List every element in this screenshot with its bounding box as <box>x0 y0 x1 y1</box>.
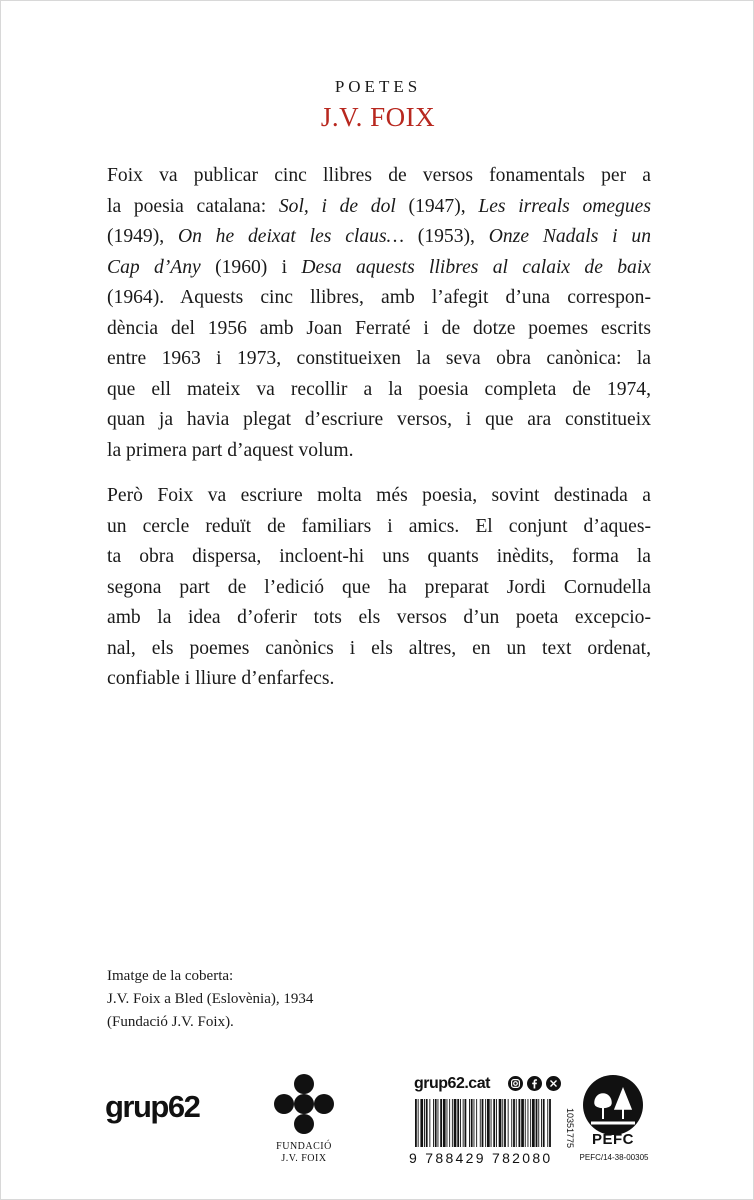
barcode-bar <box>463 1099 464 1147</box>
barcode-bar <box>424 1099 425 1147</box>
blurb-line: dència del 1956 amb Joan Ferraté i de dotze poemes escrits <box>107 317 651 339</box>
barcode-bar <box>454 1099 457 1147</box>
blurb-line: quan ja havia plegat d’escriure versos, i que ara constitueix <box>107 409 651 430</box>
barcode-bar <box>433 1099 434 1147</box>
barcode-bar <box>499 1099 502 1147</box>
facebook-icon[interactable] <box>527 1076 542 1091</box>
book-title: Sol, i de dol <box>278 195 396 217</box>
blurb-line: Però Foix va escriure molta més poesia, sovint destinada a <box>107 485 651 506</box>
barcode-bar <box>541 1099 542 1147</box>
blurb-line: ta obra dispersa, incloent-hi uns quants inèdits, forma la <box>107 546 651 567</box>
barcode-bar <box>504 1099 506 1147</box>
barcode-bar <box>502 1099 503 1147</box>
blurb-line: la primera part d’aquest volum. <box>107 439 354 461</box>
blurb-line: (1964). Aquests cinc llibres, amb l’afegit d’una correspon- <box>107 287 651 308</box>
barcode-bar <box>547 1099 548 1147</box>
barcode-bar <box>528 1099 529 1147</box>
blurb-line: Foix va publicar cinc llibres de versos fonamentals per a <box>107 165 651 186</box>
credit-line: J.V. Foix a Bled (Eslovènia), 1934 <box>107 991 314 1007</box>
blurb-line: entre 1963 i 1973, constitueixen la seva obra canònica: la <box>107 348 651 369</box>
blurb-line: Cap d’Any (1960) i Desa aquests llibres al calaix de baix <box>107 256 651 278</box>
x-social-icon[interactable] <box>546 1076 561 1091</box>
credit-line: (Fundació J.V. Foix). <box>107 1014 234 1030</box>
barcode-bar <box>420 1099 423 1147</box>
barcode-bar <box>496 1099 497 1147</box>
instagram-icon[interactable] <box>508 1076 523 1091</box>
barcode-bar <box>469 1099 470 1147</box>
barcode-bar <box>460 1099 461 1147</box>
blurb-line: que ell mateix va recollir a la poesia completa de 1974, <box>107 378 651 400</box>
barcode-bar <box>418 1099 419 1147</box>
barcode-bar <box>532 1099 535 1147</box>
book-title: Les irreals omegues <box>478 195 651 217</box>
blurb-line: un cercle reduït de familiars i amics. El conjunt d’aques- <box>107 515 651 537</box>
barcode-bar <box>452 1099 453 1147</box>
barcode-bar <box>511 1099 512 1147</box>
pefc-label: PEFC <box>591 1131 634 1148</box>
barcode-bar <box>465 1099 467 1147</box>
barcode-bar <box>516 1099 517 1147</box>
barcode-bar <box>525 1099 526 1147</box>
book-title: Cap d’Any <box>107 256 201 278</box>
website-link[interactable]: grup62.cat <box>414 1075 490 1092</box>
barcode-bar <box>435 1099 437 1147</box>
foundation-label: FUNDACIÓ J.V. FOIX <box>276 1141 332 1164</box>
barcode-side-code: 10351775 <box>565 1107 576 1149</box>
barcode-bar <box>480 1099 481 1147</box>
blurb-line: (1949), On he deixat les claus… (1953), Onze Nadals i un <box>107 226 651 247</box>
barcode-bar <box>487 1099 490 1147</box>
credit-label: Imatge de la coberta: <box>107 968 234 984</box>
blurb-paragraph-1 <box>107 161 651 466</box>
barcode-bar <box>447 1099 448 1147</box>
barcode-bar <box>521 1099 524 1147</box>
barcode-bar <box>426 1099 428 1147</box>
barcode-bar <box>482 1099 484 1147</box>
blurb-line: amb la idea d’oferir tots els versos d’un poeta excepcio- <box>107 607 651 628</box>
barcode-bar <box>493 1099 495 1147</box>
blurb-line: confiable i lliure d’enfarfecs. <box>107 668 335 689</box>
barcode-bar <box>429 1099 430 1147</box>
barcode-bar <box>543 1099 545 1147</box>
barcode-bar <box>536 1099 538 1147</box>
barcode-bar <box>491 1099 492 1147</box>
barcode-number: 9 788429 782080 <box>409 1150 553 1166</box>
blurb-line: nal, els poemes canònics i els altres, en un text ordenat, <box>107 637 651 659</box>
barcode-bar <box>508 1099 509 1147</box>
barcode-bar <box>538 1099 539 1147</box>
series-label: POETES <box>334 77 422 96</box>
book-title: On he deixat les claus… <box>177 226 404 247</box>
book-title: Desa aquests llibres al calaix de baix <box>301 256 651 278</box>
blurb-line: segona part de l’edició que ha preparat Jordi Cornudella <box>107 576 651 598</box>
barcode-bar <box>457 1099 459 1147</box>
blurb-line: la poesia catalana: Sol, i de dol (1947), Les irreals omegues <box>107 195 651 217</box>
barcode-bar <box>471 1099 473 1147</box>
blurb-paragraph-2 <box>107 481 651 695</box>
pefc-tree-logo-icon <box>581 1073 645 1137</box>
barcode-bar <box>519 1099 521 1147</box>
barcode-bar <box>476 1099 477 1147</box>
barcode-bar <box>438 1099 439 1147</box>
barcode-bar <box>474 1099 475 1147</box>
publisher-logo: grup62 <box>105 1089 200 1124</box>
barcode-bar <box>513 1099 515 1147</box>
barcode-bar <box>415 1099 417 1147</box>
pefc-code: PEFC/14-38-00305 <box>579 1153 649 1162</box>
barcode-bar <box>549 1099 551 1147</box>
book-title: Onze Nadals i un <box>488 226 651 247</box>
author-name: J.V. FOIX <box>320 102 436 132</box>
barcode-bar <box>530 1099 531 1147</box>
foundation-logo-icon <box>273 1073 335 1135</box>
barcode-bar <box>449 1099 450 1147</box>
cover-image-credit <box>107 965 313 1034</box>
barcode-bar <box>440 1099 442 1147</box>
barcode-bar <box>443 1099 446 1147</box>
barcode-bar <box>485 1099 486 1147</box>
barcode <box>413 1099 555 1147</box>
